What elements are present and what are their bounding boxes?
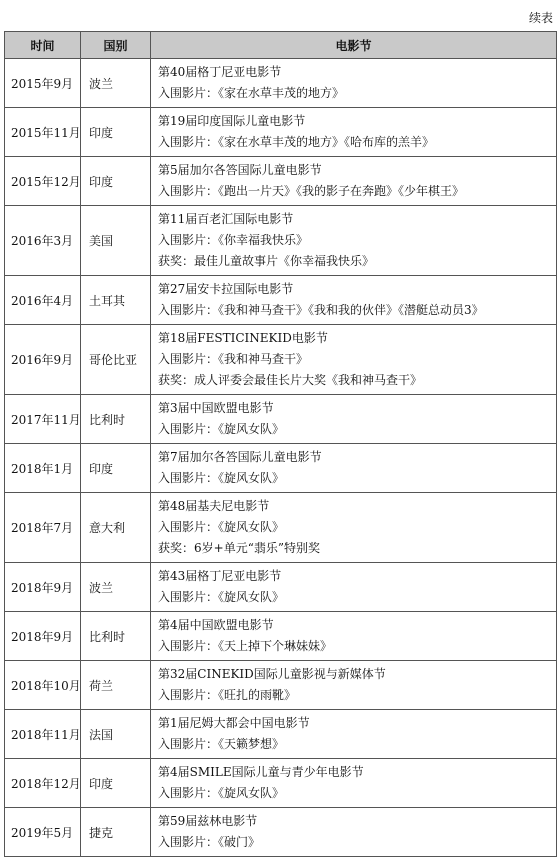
- selected-films: 入围影片：《旋风女队》: [158, 471, 285, 485]
- selected-films: 入围影片：《旋风女队》: [158, 520, 285, 534]
- festival-name: 第3届中国欧盟电影节: [158, 401, 274, 415]
- cell-time: 2015年9月: [5, 59, 81, 108]
- cell-festival: [151, 325, 557, 395]
- cell-time: 2018年11月: [5, 710, 81, 759]
- cell-country: 捷克: [81, 808, 151, 857]
- selected-films: 入围影片：《我和神马查干》《我和我的伙伴》《潜艇总动员3》: [158, 303, 484, 317]
- table-row: [5, 759, 557, 808]
- table-body: [5, 59, 557, 857]
- selected-films: 入围影片：《家在水草丰茂的地方》《哈布库的羔羊》: [158, 135, 435, 149]
- cell-time: 2018年1月: [5, 444, 81, 493]
- cell-time: 2019年5月: [5, 808, 81, 857]
- cell-time: 2017年11月: [5, 395, 81, 444]
- festival-name: 第27届安卡拉国际电影节: [158, 282, 294, 296]
- cell-time: 2018年10月: [5, 661, 81, 710]
- festival-name: 第32届CINEKID国际儿童影视与新媒体节: [158, 667, 386, 681]
- cell-country: 荷兰: [81, 661, 151, 710]
- cell-time: 2018年9月: [5, 563, 81, 612]
- cell-time: 2016年4月: [5, 276, 81, 325]
- award-text: 获奖：成人评委会最佳长片大奖《我和神马查干》: [158, 373, 423, 387]
- cell-time: 2015年11月: [5, 108, 81, 157]
- cell-festival: [151, 759, 557, 808]
- cell-time: 2015年12月: [5, 157, 81, 206]
- cell-festival: [151, 612, 557, 661]
- selected-films: 入围影片：《天上掉下个琳妹妹》: [158, 639, 333, 653]
- festival-name: 第4届中国欧盟电影节: [158, 618, 274, 632]
- table-row: [5, 661, 557, 710]
- award-text: 获奖：最佳儿童故事片《你幸福我快乐》: [158, 254, 375, 268]
- festival-name: 第40届格丁尼亚电影节: [158, 65, 282, 79]
- cell-country: 比利时: [81, 395, 151, 444]
- table-row: [5, 108, 557, 157]
- column-header-festival: 电影节: [151, 32, 557, 59]
- cell-time: 2018年12月: [5, 759, 81, 808]
- selected-films: 入围影片：《天籁梦想》: [158, 737, 285, 751]
- cell-festival: [151, 206, 557, 276]
- table-row: [5, 395, 557, 444]
- selected-films: 入围影片：《旋风女队》: [158, 786, 285, 800]
- cell-country: 印度: [81, 444, 151, 493]
- table-row: [5, 563, 557, 612]
- festival-name: 第11届百老汇国际电影节: [158, 212, 294, 226]
- cell-time: 2018年9月: [5, 612, 81, 661]
- cell-country: 意大利: [81, 493, 151, 563]
- selected-films: 入围影片：《家在水草丰茂的地方》: [158, 86, 345, 100]
- table-row: [5, 493, 557, 563]
- cell-country: 波兰: [81, 59, 151, 108]
- column-header-time: 时间: [5, 32, 81, 59]
- continued-label: 续表: [528, 11, 553, 25]
- selected-films: 入围影片：《跑出一片天》《我的影子在奔跑》《少年棋王》: [158, 184, 465, 198]
- table-row: [5, 59, 557, 108]
- cell-country: 印度: [81, 157, 151, 206]
- selected-films: 入围影片：《破门》: [158, 835, 261, 849]
- table-row: [5, 276, 557, 325]
- table-row: [5, 808, 557, 857]
- cell-festival: [151, 493, 557, 563]
- cell-festival: [151, 276, 557, 325]
- selected-films: 入围影片：《我和神马查干》: [158, 352, 309, 366]
- cell-festival: [151, 661, 557, 710]
- cell-country: 美国: [81, 206, 151, 276]
- festival-name: 第1届尼姆大都会中国电影节: [158, 716, 310, 730]
- selected-films: 入围影片：《旺扎的雨靴》: [158, 688, 297, 702]
- table-row: [5, 710, 557, 759]
- festival-name: 第18届FESTICINEKID电影节: [158, 331, 328, 345]
- cell-country: 法国: [81, 710, 151, 759]
- cell-time: 2016年9月: [5, 325, 81, 395]
- table-header-row: [5, 32, 557, 59]
- cell-country: 印度: [81, 759, 151, 808]
- award-text: 获奖：6岁+单元“翡乐”特别奖: [158, 541, 320, 555]
- selected-films: 入围影片：《你幸福我快乐》: [158, 233, 309, 247]
- festival-name: 第59届兹林电影节: [158, 814, 258, 828]
- festival-name: 第48届基夫尼电影节: [158, 499, 270, 513]
- cell-country: 比利时: [81, 612, 151, 661]
- cell-festival: [151, 444, 557, 493]
- cell-festival: [151, 108, 557, 157]
- cell-festival: [151, 710, 557, 759]
- selected-films: 入围影片：《旋风女队》: [158, 422, 285, 436]
- table-row: [5, 325, 557, 395]
- festival-name: 第19届印度国际儿童电影节: [158, 114, 306, 128]
- festival-name: 第5届加尔各答国际儿童电影节: [158, 163, 322, 177]
- cell-festival: [151, 59, 557, 108]
- cell-country: 印度: [81, 108, 151, 157]
- festival-name: 第4届SMILE国际儿童与青少年电影节: [158, 765, 364, 779]
- cell-time: 2016年3月: [5, 206, 81, 276]
- festival-table: [4, 31, 557, 857]
- cell-festival: [151, 157, 557, 206]
- festival-name: 第7届加尔各答国际儿童电影节: [158, 450, 322, 464]
- cell-festival: [151, 563, 557, 612]
- selected-films: 入围影片：《旋风女队》: [158, 590, 285, 604]
- table-row: [5, 157, 557, 206]
- cell-time: 2018年7月: [5, 493, 81, 563]
- cell-country: 波兰: [81, 563, 151, 612]
- cell-country: 哥伦比亚: [81, 325, 151, 395]
- column-header-country: 国别: [81, 32, 151, 59]
- table-row: [5, 612, 557, 661]
- table-row: [5, 444, 557, 493]
- table-row: [5, 206, 557, 276]
- cell-festival: [151, 395, 557, 444]
- festival-name: 第43届格丁尼亚电影节: [158, 569, 282, 583]
- cell-festival: [151, 808, 557, 857]
- cell-country: 土耳其: [81, 276, 151, 325]
